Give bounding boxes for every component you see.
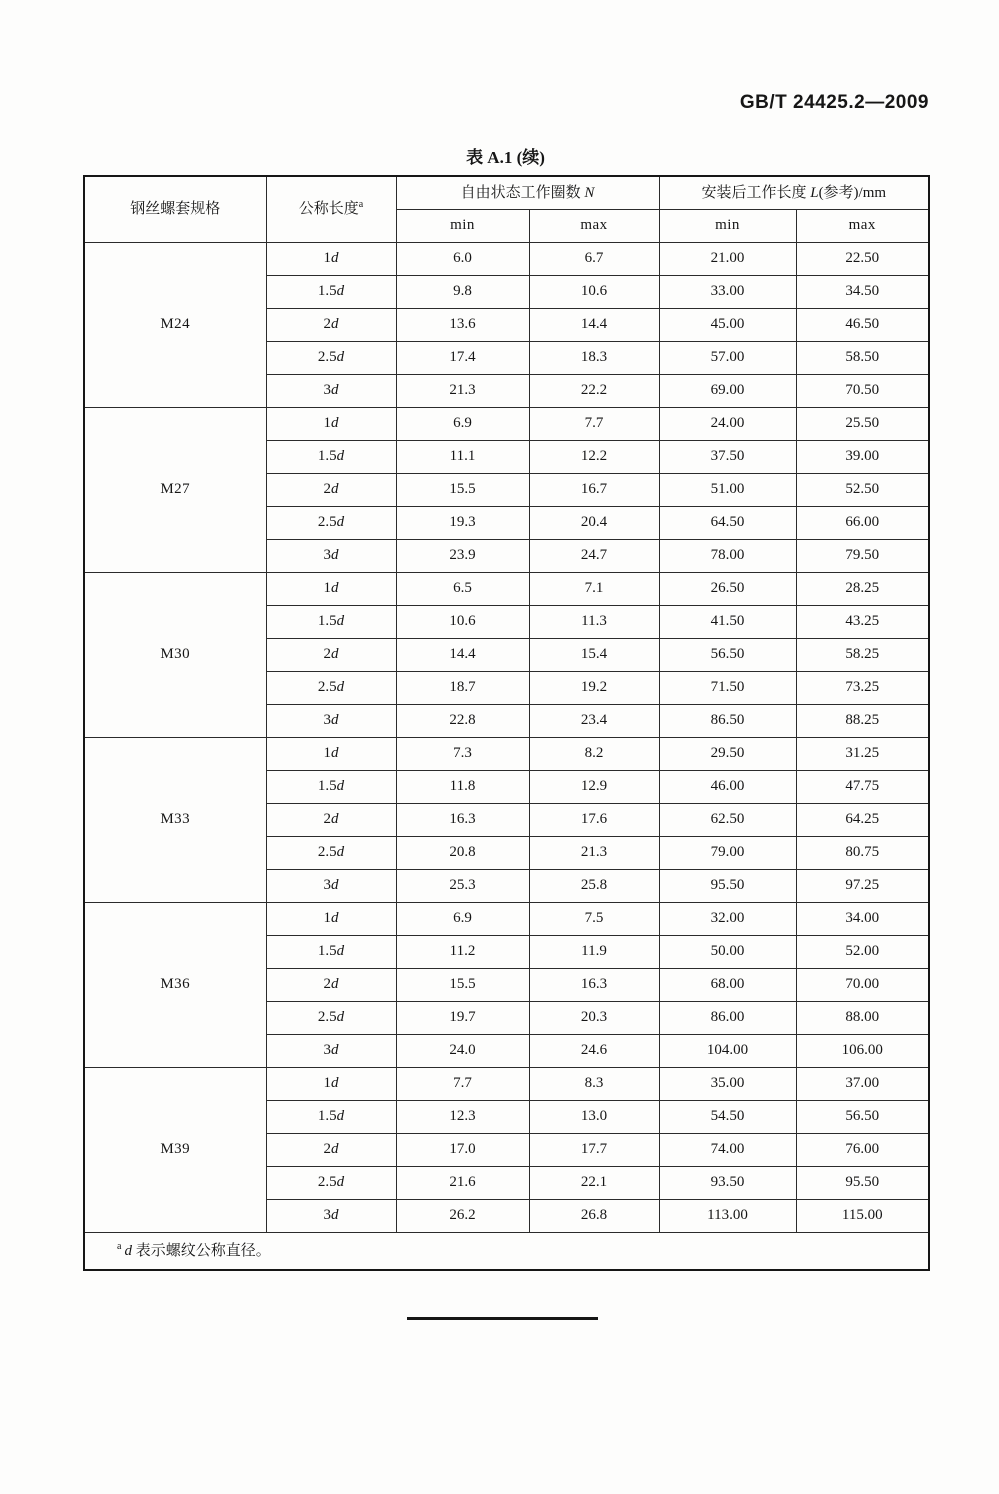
table-footer xyxy=(84,1232,929,1270)
n-max-cell: 16.7 xyxy=(529,473,659,506)
nominal-length-cell: 3d xyxy=(266,1034,396,1067)
l-max-cell: 52.00 xyxy=(796,935,929,968)
l-min-cell: 54.50 xyxy=(659,1100,796,1133)
l-max-cell: 66.00 xyxy=(796,506,929,539)
nominal-length-cell: 2.5d xyxy=(266,506,396,539)
table-row xyxy=(84,902,929,935)
n-min-cell: 25.3 xyxy=(396,869,529,902)
n-min-cell: 17.0 xyxy=(396,1133,529,1166)
nominal-length-cell: 1d xyxy=(266,1067,396,1100)
table-title: 表 A.1 (续) xyxy=(466,148,545,167)
nominal-length-cell: 1.5d xyxy=(266,935,396,968)
nominal-length-cell: 1.5d xyxy=(266,275,396,308)
l-min-cell: 64.50 xyxy=(659,506,796,539)
nominal-length-cell: 1.5d xyxy=(266,770,396,803)
l-min-cell: 26.50 xyxy=(659,572,796,605)
col-header-n-min: min xyxy=(396,209,529,242)
spec-cell: M30 xyxy=(84,572,266,737)
n-min-cell: 20.8 xyxy=(396,836,529,869)
footnote-sup: a xyxy=(117,1240,122,1252)
n-max-cell: 21.3 xyxy=(529,836,659,869)
n-min-cell: 11.8 xyxy=(396,770,529,803)
n-min-cell: 12.3 xyxy=(396,1100,529,1133)
l-max-cell: 95.50 xyxy=(796,1166,929,1199)
l-min-cell: 69.00 xyxy=(659,374,796,407)
l-max-cell: 88.00 xyxy=(796,1001,929,1034)
l-min-cell: 93.50 xyxy=(659,1166,796,1199)
n-max-cell: 22.1 xyxy=(529,1166,659,1199)
n-max-cell: 24.7 xyxy=(529,539,659,572)
l-max-cell: 34.00 xyxy=(796,902,929,935)
n-max-cell: 19.2 xyxy=(529,671,659,704)
table-row xyxy=(84,572,929,605)
spec-cell: M27 xyxy=(84,407,266,572)
l-max-cell: 80.75 xyxy=(796,836,929,869)
footnote-var: d xyxy=(124,1242,132,1259)
nominal-length-cell: 2.5d xyxy=(266,671,396,704)
n-max-cell: 6.7 xyxy=(529,242,659,275)
col-header-installed-length-unit: (参考)/mm xyxy=(818,184,887,201)
l-max-cell: 22.50 xyxy=(796,242,929,275)
col-header-nominal-length-sup: a xyxy=(358,199,364,210)
col-header-l-min: min xyxy=(659,209,796,242)
n-max-cell: 22.2 xyxy=(529,374,659,407)
nominal-length-cell: 1.5d xyxy=(266,440,396,473)
l-max-cell: 46.50 xyxy=(796,308,929,341)
nominal-length-cell: 2d xyxy=(266,968,396,1001)
n-max-cell: 15.4 xyxy=(529,638,659,671)
footnote-row xyxy=(84,1232,929,1270)
l-max-cell: 28.25 xyxy=(796,572,929,605)
n-max-cell: 24.6 xyxy=(529,1034,659,1067)
l-min-cell: 86.50 xyxy=(659,704,796,737)
n-min-cell: 6.5 xyxy=(396,572,529,605)
l-min-cell: 74.00 xyxy=(659,1133,796,1166)
n-min-cell: 23.9 xyxy=(396,539,529,572)
n-max-cell: 11.9 xyxy=(529,935,659,968)
n-max-cell: 14.4 xyxy=(529,308,659,341)
l-min-cell: 62.50 xyxy=(659,803,796,836)
l-max-cell: 64.25 xyxy=(796,803,929,836)
n-max-cell: 20.3 xyxy=(529,1001,659,1034)
n-max-cell: 10.6 xyxy=(529,275,659,308)
l-max-cell: 31.25 xyxy=(796,737,929,770)
nominal-length-cell: 2.5d xyxy=(266,1166,396,1199)
nominal-length-cell: 2.5d xyxy=(266,1001,396,1034)
col-header-spec xyxy=(84,176,266,242)
nominal-length-cell: 2d xyxy=(266,473,396,506)
col-header-n-max: max xyxy=(529,209,659,242)
nominal-length-cell: 3d xyxy=(266,1199,396,1232)
n-min-cell: 10.6 xyxy=(396,605,529,638)
l-max-cell: 39.00 xyxy=(796,440,929,473)
l-min-cell: 71.50 xyxy=(659,671,796,704)
spec-cell: M33 xyxy=(84,737,266,902)
l-min-cell: 35.00 xyxy=(659,1067,796,1100)
l-max-cell: 76.00 xyxy=(796,1133,929,1166)
nominal-length-cell: 2.5d xyxy=(266,836,396,869)
n-min-cell: 17.4 xyxy=(396,341,529,374)
n-max-cell: 18.3 xyxy=(529,341,659,374)
nominal-length-cell: 2d xyxy=(266,638,396,671)
n-min-cell: 7.3 xyxy=(396,737,529,770)
nominal-length-cell: 1d xyxy=(266,407,396,440)
l-max-cell: 58.25 xyxy=(796,638,929,671)
col-header-free-coils-var: N xyxy=(584,184,595,201)
l-min-cell: 79.00 xyxy=(659,836,796,869)
n-min-cell: 9.8 xyxy=(396,275,529,308)
l-max-cell: 25.50 xyxy=(796,407,929,440)
n-max-cell: 7.1 xyxy=(529,572,659,605)
l-min-cell: 24.00 xyxy=(659,407,796,440)
n-max-cell: 20.4 xyxy=(529,506,659,539)
n-min-cell: 22.8 xyxy=(396,704,529,737)
l-max-cell: 106.00 xyxy=(796,1034,929,1067)
l-max-cell: 79.50 xyxy=(796,539,929,572)
l-min-cell: 50.00 xyxy=(659,935,796,968)
n-min-cell: 14.4 xyxy=(396,638,529,671)
nominal-length-cell: 1d xyxy=(266,737,396,770)
spec-cell: M39 xyxy=(84,1067,266,1232)
col-header-free-coils-label: 自由状态工作圈数 xyxy=(460,184,581,201)
l-min-cell: 57.00 xyxy=(659,341,796,374)
n-max-cell: 8.2 xyxy=(529,737,659,770)
l-min-cell: 78.00 xyxy=(659,539,796,572)
n-max-cell: 8.3 xyxy=(529,1067,659,1100)
l-max-cell: 70.50 xyxy=(796,374,929,407)
n-max-cell: 17.7 xyxy=(529,1133,659,1166)
n-min-cell: 15.5 xyxy=(396,968,529,1001)
n-min-cell: 24.0 xyxy=(396,1034,529,1067)
n-min-cell: 21.6 xyxy=(396,1166,529,1199)
l-min-cell: 21.00 xyxy=(659,242,796,275)
spec-cell: M36 xyxy=(84,902,266,1067)
n-min-cell: 6.9 xyxy=(396,407,529,440)
n-min-cell: 15.5 xyxy=(396,473,529,506)
l-max-cell: 56.50 xyxy=(796,1100,929,1133)
n-max-cell: 17.6 xyxy=(529,803,659,836)
table-header xyxy=(84,176,929,242)
n-max-cell: 23.4 xyxy=(529,704,659,737)
col-header-spec-label: 钢丝螺套规格 xyxy=(130,201,221,217)
standard-number: GB/T 24425.2—2009 xyxy=(739,92,929,113)
l-max-cell: 58.50 xyxy=(796,341,929,374)
table-row xyxy=(84,737,929,770)
n-min-cell: 11.2 xyxy=(396,935,529,968)
n-max-cell: 16.3 xyxy=(529,968,659,1001)
table-row xyxy=(84,407,929,440)
l-min-cell: 37.50 xyxy=(659,440,796,473)
n-max-cell: 25.8 xyxy=(529,869,659,902)
n-max-cell: 26.8 xyxy=(529,1199,659,1232)
l-max-cell: 88.25 xyxy=(796,704,929,737)
n-max-cell: 12.2 xyxy=(529,440,659,473)
l-min-cell: 32.00 xyxy=(659,902,796,935)
l-max-cell: 47.75 xyxy=(796,770,929,803)
col-header-l-max: max xyxy=(796,209,929,242)
l-min-cell: 86.00 xyxy=(659,1001,796,1034)
n-max-cell: 13.0 xyxy=(529,1100,659,1133)
nominal-length-cell: 3d xyxy=(266,374,396,407)
l-min-cell: 46.00 xyxy=(659,770,796,803)
nominal-length-cell: 3d xyxy=(266,539,396,572)
col-header-nominal-length xyxy=(266,176,396,242)
col-header-installed-length-var: L xyxy=(810,184,819,201)
l-max-cell: 52.50 xyxy=(796,473,929,506)
l-min-cell: 68.00 xyxy=(659,968,796,1001)
nominal-length-cell: 3d xyxy=(266,704,396,737)
header-row-groups xyxy=(84,176,929,209)
l-min-cell: 41.50 xyxy=(659,605,796,638)
nominal-length-cell: 3d xyxy=(266,869,396,902)
l-min-cell: 29.50 xyxy=(659,737,796,770)
nominal-length-cell: 2.5d xyxy=(266,341,396,374)
n-max-cell: 7.7 xyxy=(529,407,659,440)
n-min-cell: 26.2 xyxy=(396,1199,529,1232)
nominal-length-cell: 2d xyxy=(266,803,396,836)
n-min-cell: 13.6 xyxy=(396,308,529,341)
l-min-cell: 51.00 xyxy=(659,473,796,506)
document-end-rule xyxy=(407,1317,598,1320)
n-min-cell: 19.7 xyxy=(396,1001,529,1034)
n-min-cell: 18.7 xyxy=(396,671,529,704)
l-max-cell: 70.00 xyxy=(796,968,929,1001)
nominal-length-cell: 1.5d xyxy=(266,1100,396,1133)
nominal-length-cell: 1d xyxy=(266,572,396,605)
n-min-cell: 16.3 xyxy=(396,803,529,836)
l-min-cell: 95.50 xyxy=(659,869,796,902)
nominal-length-cell: 1d xyxy=(266,242,396,275)
nominal-length-cell: 1.5d xyxy=(266,605,396,638)
n-min-cell: 7.7 xyxy=(396,1067,529,1100)
l-min-cell: 104.00 xyxy=(659,1034,796,1067)
l-min-cell: 45.00 xyxy=(659,308,796,341)
n-max-cell: 11.3 xyxy=(529,605,659,638)
col-header-free-coils xyxy=(396,176,659,209)
col-header-nominal-length-label: 公称长度 xyxy=(298,201,359,217)
nominal-length-cell: 2d xyxy=(266,308,396,341)
table-body xyxy=(84,242,929,1232)
n-min-cell: 21.3 xyxy=(396,374,529,407)
n-min-cell: 11.1 xyxy=(396,440,529,473)
spec-table xyxy=(83,175,930,1271)
table-row xyxy=(84,1067,929,1100)
l-min-cell: 113.00 xyxy=(659,1199,796,1232)
n-max-cell: 7.5 xyxy=(529,902,659,935)
spec-cell: M24 xyxy=(84,242,266,407)
l-max-cell: 43.25 xyxy=(796,605,929,638)
n-min-cell: 6.0 xyxy=(396,242,529,275)
n-min-cell: 6.9 xyxy=(396,902,529,935)
l-max-cell: 97.25 xyxy=(796,869,929,902)
col-header-installed-length xyxy=(659,176,929,209)
l-min-cell: 56.50 xyxy=(659,638,796,671)
l-max-cell: 73.25 xyxy=(796,671,929,704)
footnote-text: 表示螺纹公称直径。 xyxy=(135,1242,271,1259)
l-max-cell: 34.50 xyxy=(796,275,929,308)
nominal-length-cell: 1d xyxy=(266,902,396,935)
l-max-cell: 37.00 xyxy=(796,1067,929,1100)
nominal-length-cell: 2d xyxy=(266,1133,396,1166)
n-min-cell: 19.3 xyxy=(396,506,529,539)
table-row xyxy=(84,242,929,275)
footnote-cell xyxy=(84,1232,929,1270)
col-header-installed-length-label: 安装后工作长度 xyxy=(701,184,807,201)
l-min-cell: 33.00 xyxy=(659,275,796,308)
l-max-cell: 115.00 xyxy=(796,1199,929,1232)
n-max-cell: 12.9 xyxy=(529,770,659,803)
